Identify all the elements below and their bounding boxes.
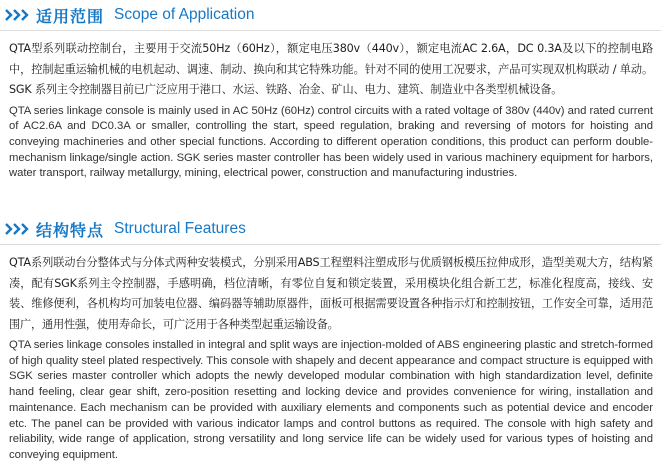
features-section	[0, 214, 661, 464]
body-text-cn: QTA型系列联动控制台，主要用于交流50Hz（60Hz），额定电压380v（440v），额定电流AC 2.6A，DC 0.3A及以下的控制电路中，控制起重运输机械的电机起动、调速、制动、换向和其它特殊功能。针对不同的使用工况要求，产品可实现双机构联动 / 单动。SGK 系列主令控制器目前已广泛应用于港口、水运、铁路、冶金、矿山、电力、建筑、制造业中各类型机械设备。	[9, 42, 653, 96]
divider	[0, 244, 661, 245]
section-title-cn: 结构特点	[36, 220, 105, 240]
section-heading	[0, 0, 661, 30]
scope-section	[0, 0, 661, 182]
body-text-en: QTA series linkage consoles installed in integral and split ways are injection-molded of ABS engineering plastic and stretch-formed of high quality steel plated respectively. This console with shapely and decent appearance and compact structure is equipped with SGK series master controller which adopts the newly developed modular combination with high standardization level, definite hand feeling, clear gear shift, zero-position resetting and locking device and provides convenience for wiring, installation and maintenance. Each mechanism can be provided with auxiliary elements and components such as potential device and encoder etc. The panel can be provided with various indicator lamps and control buttons as required. The console with high safety and reliability, wide range of application, strong versatility and long service life can be widely used for various types of hoisting and conveying equipment.	[9, 339, 653, 461]
body-text-cn: QTA系列联动台分整体式与分体式两种安装模式，分别采用ABS工程塑料注塑成形与优质钢板模压拉伸成形，造型美观大方，结构紧凑，配有SGK系列主令控制器，手感明确，档位清晰，有零位自复和锁定装置，采用模块化组合新工艺，标准化程度高，接线、安装、维修便利，各机构均可加装电位器、编码器等辅助原器件，面板可根据需要设置各种指示灯和控制按钮，工作安全可靠，适用范围广，通用性强，使用寿命长，可广泛用于各种类型起重运输设备。	[9, 256, 653, 331]
divider	[0, 30, 661, 31]
section-title-cn: 适用范围	[36, 6, 105, 26]
section-title-en: Scope of Application	[114, 6, 255, 23]
triple-chevron-icon	[5, 223, 31, 235]
section-title-en: Structural Features	[114, 220, 246, 237]
section-heading	[0, 214, 661, 244]
triple-chevron-icon	[5, 9, 31, 21]
body-text-en: QTA series linkage console is mainly used in AC 50Hz (60Hz) control circuits with a rated voltage of 380v (440v) and rated current of AC2.6A and DC0.3A or smaller, controlling the start, speed regulation, braking and reversing of motors for hoisting and conveying machineries and other special functions. According to different operation conditions, this product can perform double-mechanism linkage/single action. SGK series master controller has been widely used in various machinery equipment for harbors, water transport, railway metallurgy, mining, electrical power, construction and manufacturing industries.	[9, 104, 653, 180]
